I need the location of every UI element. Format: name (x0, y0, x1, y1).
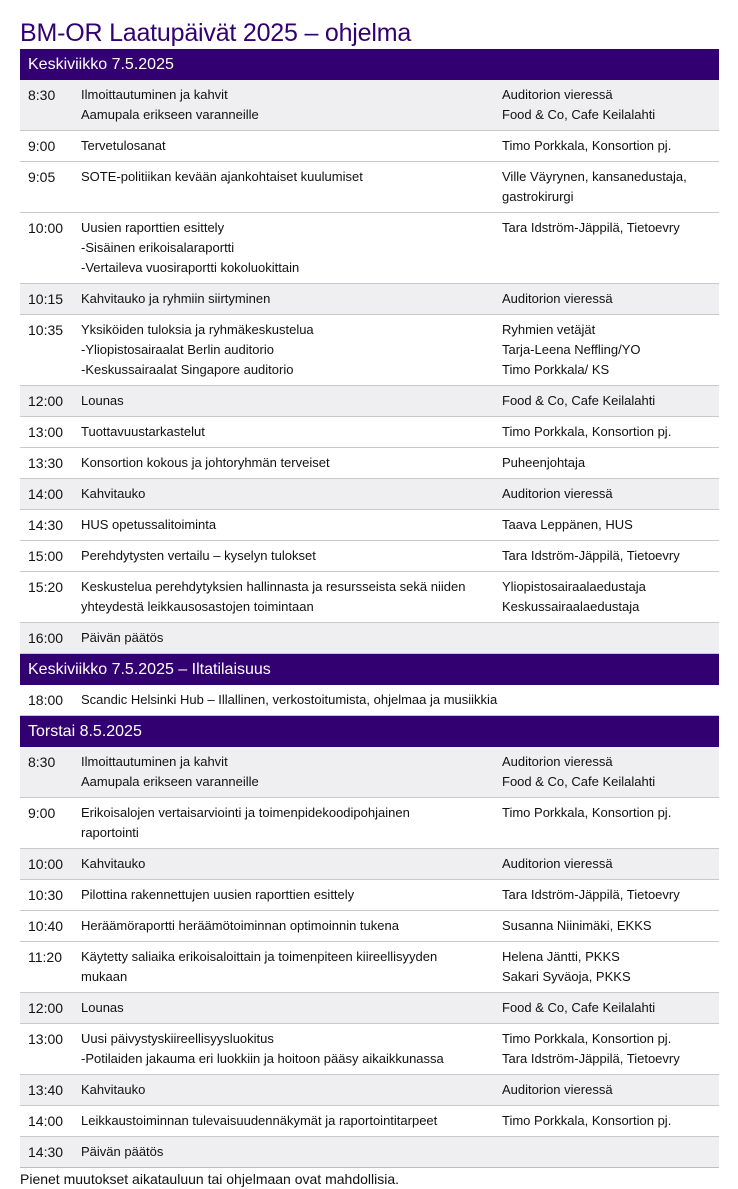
schedule-description (81, 422, 502, 442)
presenter-line: Tara Idström-Jäppilä, Tietoevry (502, 887, 680, 902)
schedule-row (20, 880, 719, 911)
schedule-time: 14:30 (28, 1144, 64, 1160)
description-line: Tuottavuustarkastelut (81, 424, 205, 439)
presenter-line: Tara Idström-Jäppilä, Tietoevry (502, 548, 680, 563)
schedule-row (20, 510, 719, 541)
schedule-presenter (502, 1080, 719, 1100)
presenter-line: Timo Porkkala, Konsortion pj. (502, 424, 672, 439)
program-page (20, 18, 719, 1189)
description-line: mukaan (81, 969, 128, 984)
schedule-time: 13:00 (28, 424, 64, 440)
section-header: Torstai 8.5.2025 (20, 716, 719, 747)
schedule-presenter (502, 854, 719, 874)
presenter-line: Keskussairaalaedustaja (502, 599, 640, 614)
schedule-time: 16:00 (28, 630, 64, 646)
schedule-presenter (502, 577, 719, 617)
presenter-line: Food & Co, Cafe Keilalahti (502, 774, 656, 789)
presenter-line: Auditorion vieressä (502, 856, 613, 871)
presenter-line: Tara Idström-Jäppilä, Tietoevry (502, 220, 680, 235)
schedule-presenter (502, 515, 719, 535)
description-line: Perehdytysten vertailu – kyselyn tulokset (81, 548, 316, 563)
schedule-description (81, 218, 502, 278)
description-line: Kahvitauko (81, 486, 146, 501)
presenter-line: Food & Co, Cafe Keilalahti (502, 1000, 656, 1015)
schedule-time: 15:00 (28, 548, 64, 564)
schedule-row (20, 572, 719, 623)
schedule-time: 9:00 (28, 805, 56, 821)
schedule-presenter (502, 320, 719, 380)
description-line: Kahvitauko (81, 1082, 146, 1097)
schedule-time: 9:00 (28, 138, 56, 154)
schedule-description (81, 320, 502, 380)
presenter-line: Auditorion vieressä (502, 754, 613, 769)
presenter-line: Ryhmien vetäjät (502, 322, 596, 337)
schedule-presenter (502, 391, 719, 411)
schedule-row (20, 1024, 719, 1075)
description-line: Päivän päätös (81, 630, 164, 645)
schedule-row (20, 747, 719, 798)
schedule-row (20, 417, 719, 448)
description-line: SOTE-politiikan kevään ajankohtaiset kuulumiset (81, 169, 363, 184)
description-line: Päivän päätös (81, 1144, 164, 1159)
section-header: Keskiviikko 7.5.2025 (20, 49, 719, 80)
description-line: Tervetulosanat (81, 138, 166, 153)
schedule-description (81, 85, 502, 125)
schedule-description (81, 1029, 502, 1069)
schedule-description (81, 690, 719, 710)
description-line: Uusi päivystyskiireellisyysluokitus (81, 1031, 274, 1046)
schedule-presenter (502, 136, 719, 156)
schedule-presenter (502, 947, 719, 987)
description-line: Uusien raporttien esittely (81, 220, 225, 235)
presenter-line: Sakari Syväoja, PKKS (502, 969, 631, 984)
schedule-row (20, 798, 719, 849)
schedule-time: 11:20 (28, 949, 62, 965)
description-line: -Potilaiden jakauma eri luokkiin ja hoitoon pääsy aikaikkunassa (81, 1051, 444, 1066)
presenter-line: Auditorion vieressä (502, 87, 613, 102)
schedule-row (20, 162, 719, 213)
schedule-description (81, 136, 502, 156)
description-line: Scandic Helsinki Hub – Illallinen, verkostoitumista, ohjelmaa ja musiikkia (81, 692, 498, 707)
schedule-time: 14:00 (28, 486, 64, 502)
description-line: Käytetty saliaika erikoisaloittain ja toimenpiteen kiireellisyyden (81, 949, 438, 964)
schedule-presenter (502, 1111, 719, 1131)
description-line: -Vertaileva vuosiraportti kokoluokittain (81, 260, 300, 275)
description-line: Ilmoittautuminen ja kahvit (81, 87, 228, 102)
schedule-presenter (502, 289, 719, 309)
description-line: Lounas (81, 393, 124, 408)
schedule-description (81, 391, 502, 411)
schedule-row (20, 386, 719, 417)
presenter-line: Helena Jäntti, PKKS (502, 949, 620, 964)
description-line: Aamupala erikseen varanneille (81, 774, 259, 789)
schedule-description (81, 515, 502, 535)
schedule-description (81, 998, 502, 1018)
schedule-row (20, 131, 719, 162)
schedule-description (81, 546, 502, 566)
presenter-line: Auditorion vieressä (502, 1082, 613, 1097)
schedule-description (81, 947, 502, 987)
schedule-time: 8:30 (28, 754, 56, 770)
schedule-time: 12:00 (28, 1000, 64, 1016)
schedule-presenter (502, 167, 719, 207)
description-line: Aamupala erikseen varanneille (81, 107, 259, 122)
presenter-line: Food & Co, Cafe Keilalahti (502, 107, 656, 122)
presenter-line: Tarja-Leena Neffling/YO (502, 342, 641, 357)
schedule-row (20, 942, 719, 993)
schedule-presenter (502, 998, 719, 1018)
schedule-description (81, 1080, 502, 1100)
presenter-line: gastrokirurgi (502, 189, 574, 204)
description-line: Keskustelua perehdytyksien hallinnasta ja resursseista sekä niiden (81, 579, 466, 594)
schedule-time: 13:00 (28, 1031, 64, 1047)
description-line: -Sisäinen erikoisalaraportti (81, 240, 235, 255)
schedule-presenter (502, 628, 719, 648)
description-line: -Yliopistosairaalat Berlin auditorio (81, 342, 274, 357)
presenter-line: Timo Porkkala, Konsortion pj. (502, 1031, 672, 1046)
schedule-time: 14:00 (28, 1113, 64, 1129)
schedule-description (81, 1111, 502, 1131)
description-line: Leikkaustoiminnan tulevaisuudennäkymät ja raportointitarpeet (81, 1113, 438, 1128)
schedule-presenter (502, 218, 719, 278)
schedule-row (20, 541, 719, 572)
schedule-row (20, 448, 719, 479)
schedule-description (81, 289, 502, 309)
description-line: -Keskussairaalat Singapore auditorio (81, 362, 294, 377)
schedule-time: 13:40 (28, 1082, 64, 1098)
schedule-presenter (502, 422, 719, 442)
schedule-row (20, 213, 719, 284)
presenter-line: Auditorion vieressä (502, 486, 613, 501)
presenter-line: Food & Co, Cafe Keilalahti (502, 393, 656, 408)
schedule-description (81, 628, 502, 648)
footer-note: Pienet muutokset aikatauluun tai ohjelmaan ovat mahdollisia. (20, 1171, 400, 1187)
description-line: Ilmoittautuminen ja kahvit (81, 754, 228, 769)
schedule-time: 12:00 (28, 393, 64, 409)
description-line: Pilottina rakennettujen uusien raporttien esittely (81, 887, 355, 902)
schedule-time: 18:00 (28, 692, 64, 708)
schedule-time: 13:30 (28, 455, 64, 471)
schedule-row (20, 623, 719, 654)
schedule-presenter (502, 885, 719, 905)
schedule-time: 10:40 (28, 918, 64, 934)
description-line: raportointi (81, 825, 139, 840)
description-line: Heräämöraportti heräämötoiminnan optimoinnin tukena (81, 918, 399, 933)
schedule-row (20, 1075, 719, 1106)
presenter-line: Timo Porkkala/ KS (502, 362, 610, 377)
schedule-row (20, 1106, 719, 1137)
schedule-time: 8:30 (28, 87, 56, 103)
presenter-line: Susanna Niinimäki, EKKS (502, 918, 652, 933)
schedule-row (20, 911, 719, 942)
schedule-presenter (502, 484, 719, 504)
schedule-presenter (502, 803, 719, 843)
schedule-row (20, 685, 719, 716)
schedule-presenter (502, 546, 719, 566)
schedule-description (81, 885, 502, 905)
schedule-description (81, 453, 502, 473)
schedule-row (20, 315, 719, 386)
presenter-line: Timo Porkkala, Konsortion pj. (502, 138, 672, 153)
schedule-presenter (502, 916, 719, 936)
presenter-line: Taava Leppänen, HUS (502, 517, 633, 532)
schedule-row (20, 479, 719, 510)
schedule-time: 15:20 (28, 579, 64, 595)
schedule-row (20, 993, 719, 1024)
schedule-description (81, 752, 502, 792)
presenter-line: Yliopistosairaalaedustaja (502, 579, 646, 594)
schedule-time: 10:00 (28, 856, 64, 872)
schedule-row (20, 849, 719, 880)
schedule-description (81, 916, 502, 936)
schedule-row (20, 1137, 719, 1168)
schedule-time: 10:35 (28, 322, 64, 338)
schedule-time: 9:05 (28, 169, 56, 185)
schedule-time: 10:00 (28, 220, 64, 236)
presenter-line: Tara Idström-Jäppilä, Tietoevry (502, 1051, 680, 1066)
schedule-time: 14:30 (28, 517, 64, 533)
schedule-time: 10:30 (28, 887, 64, 903)
description-line: Lounas (81, 1000, 124, 1015)
description-line: Kahvitauko (81, 856, 146, 871)
presenter-line: Timo Porkkala, Konsortion pj. (502, 1113, 672, 1128)
schedule-description (81, 167, 502, 207)
description-line: Erikoisalojen vertaisarviointi ja toimenpidekoodipohjainen (81, 805, 410, 820)
description-line: HUS opetussalitoiminta (81, 517, 217, 532)
schedule-presenter (502, 85, 719, 125)
presenter-line: Auditorion vieressä (502, 291, 613, 306)
schedule-presenter (502, 453, 719, 473)
presenter-line: Ville Väyrynen, kansanedustaja, (502, 169, 687, 184)
schedule-presenter (502, 752, 719, 792)
schedule-description (81, 854, 502, 874)
schedule-row (20, 80, 719, 131)
schedule-description (81, 577, 502, 617)
description-line: yhteydestä leikkausosastojen toimintaan (81, 599, 314, 614)
presenter-line: Timo Porkkala, Konsortion pj. (502, 805, 672, 820)
schedule-description (81, 803, 502, 843)
presenter-line: Puheenjohtaja (502, 455, 586, 470)
schedule-description (81, 484, 502, 504)
description-line: Konsortion kokous ja johtoryhmän terveiset (81, 455, 330, 470)
schedule-row (20, 284, 719, 315)
description-line: Yksiköiden tuloksia ja ryhmäkeskustelua (81, 322, 314, 337)
page-title: BM-OR Laatupäivät 2025 – ohjelma (20, 19, 412, 47)
section-header: Keskiviikko 7.5.2025 – Iltatilaisuus (20, 654, 719, 685)
schedule-presenter (502, 1029, 719, 1069)
schedule-presenter (502, 1142, 719, 1162)
description-line: Kahvitauko ja ryhmiin siirtyminen (81, 291, 271, 306)
schedule-time: 10:15 (28, 291, 64, 307)
schedule-description (81, 1142, 502, 1162)
program-sections (20, 49, 719, 1168)
